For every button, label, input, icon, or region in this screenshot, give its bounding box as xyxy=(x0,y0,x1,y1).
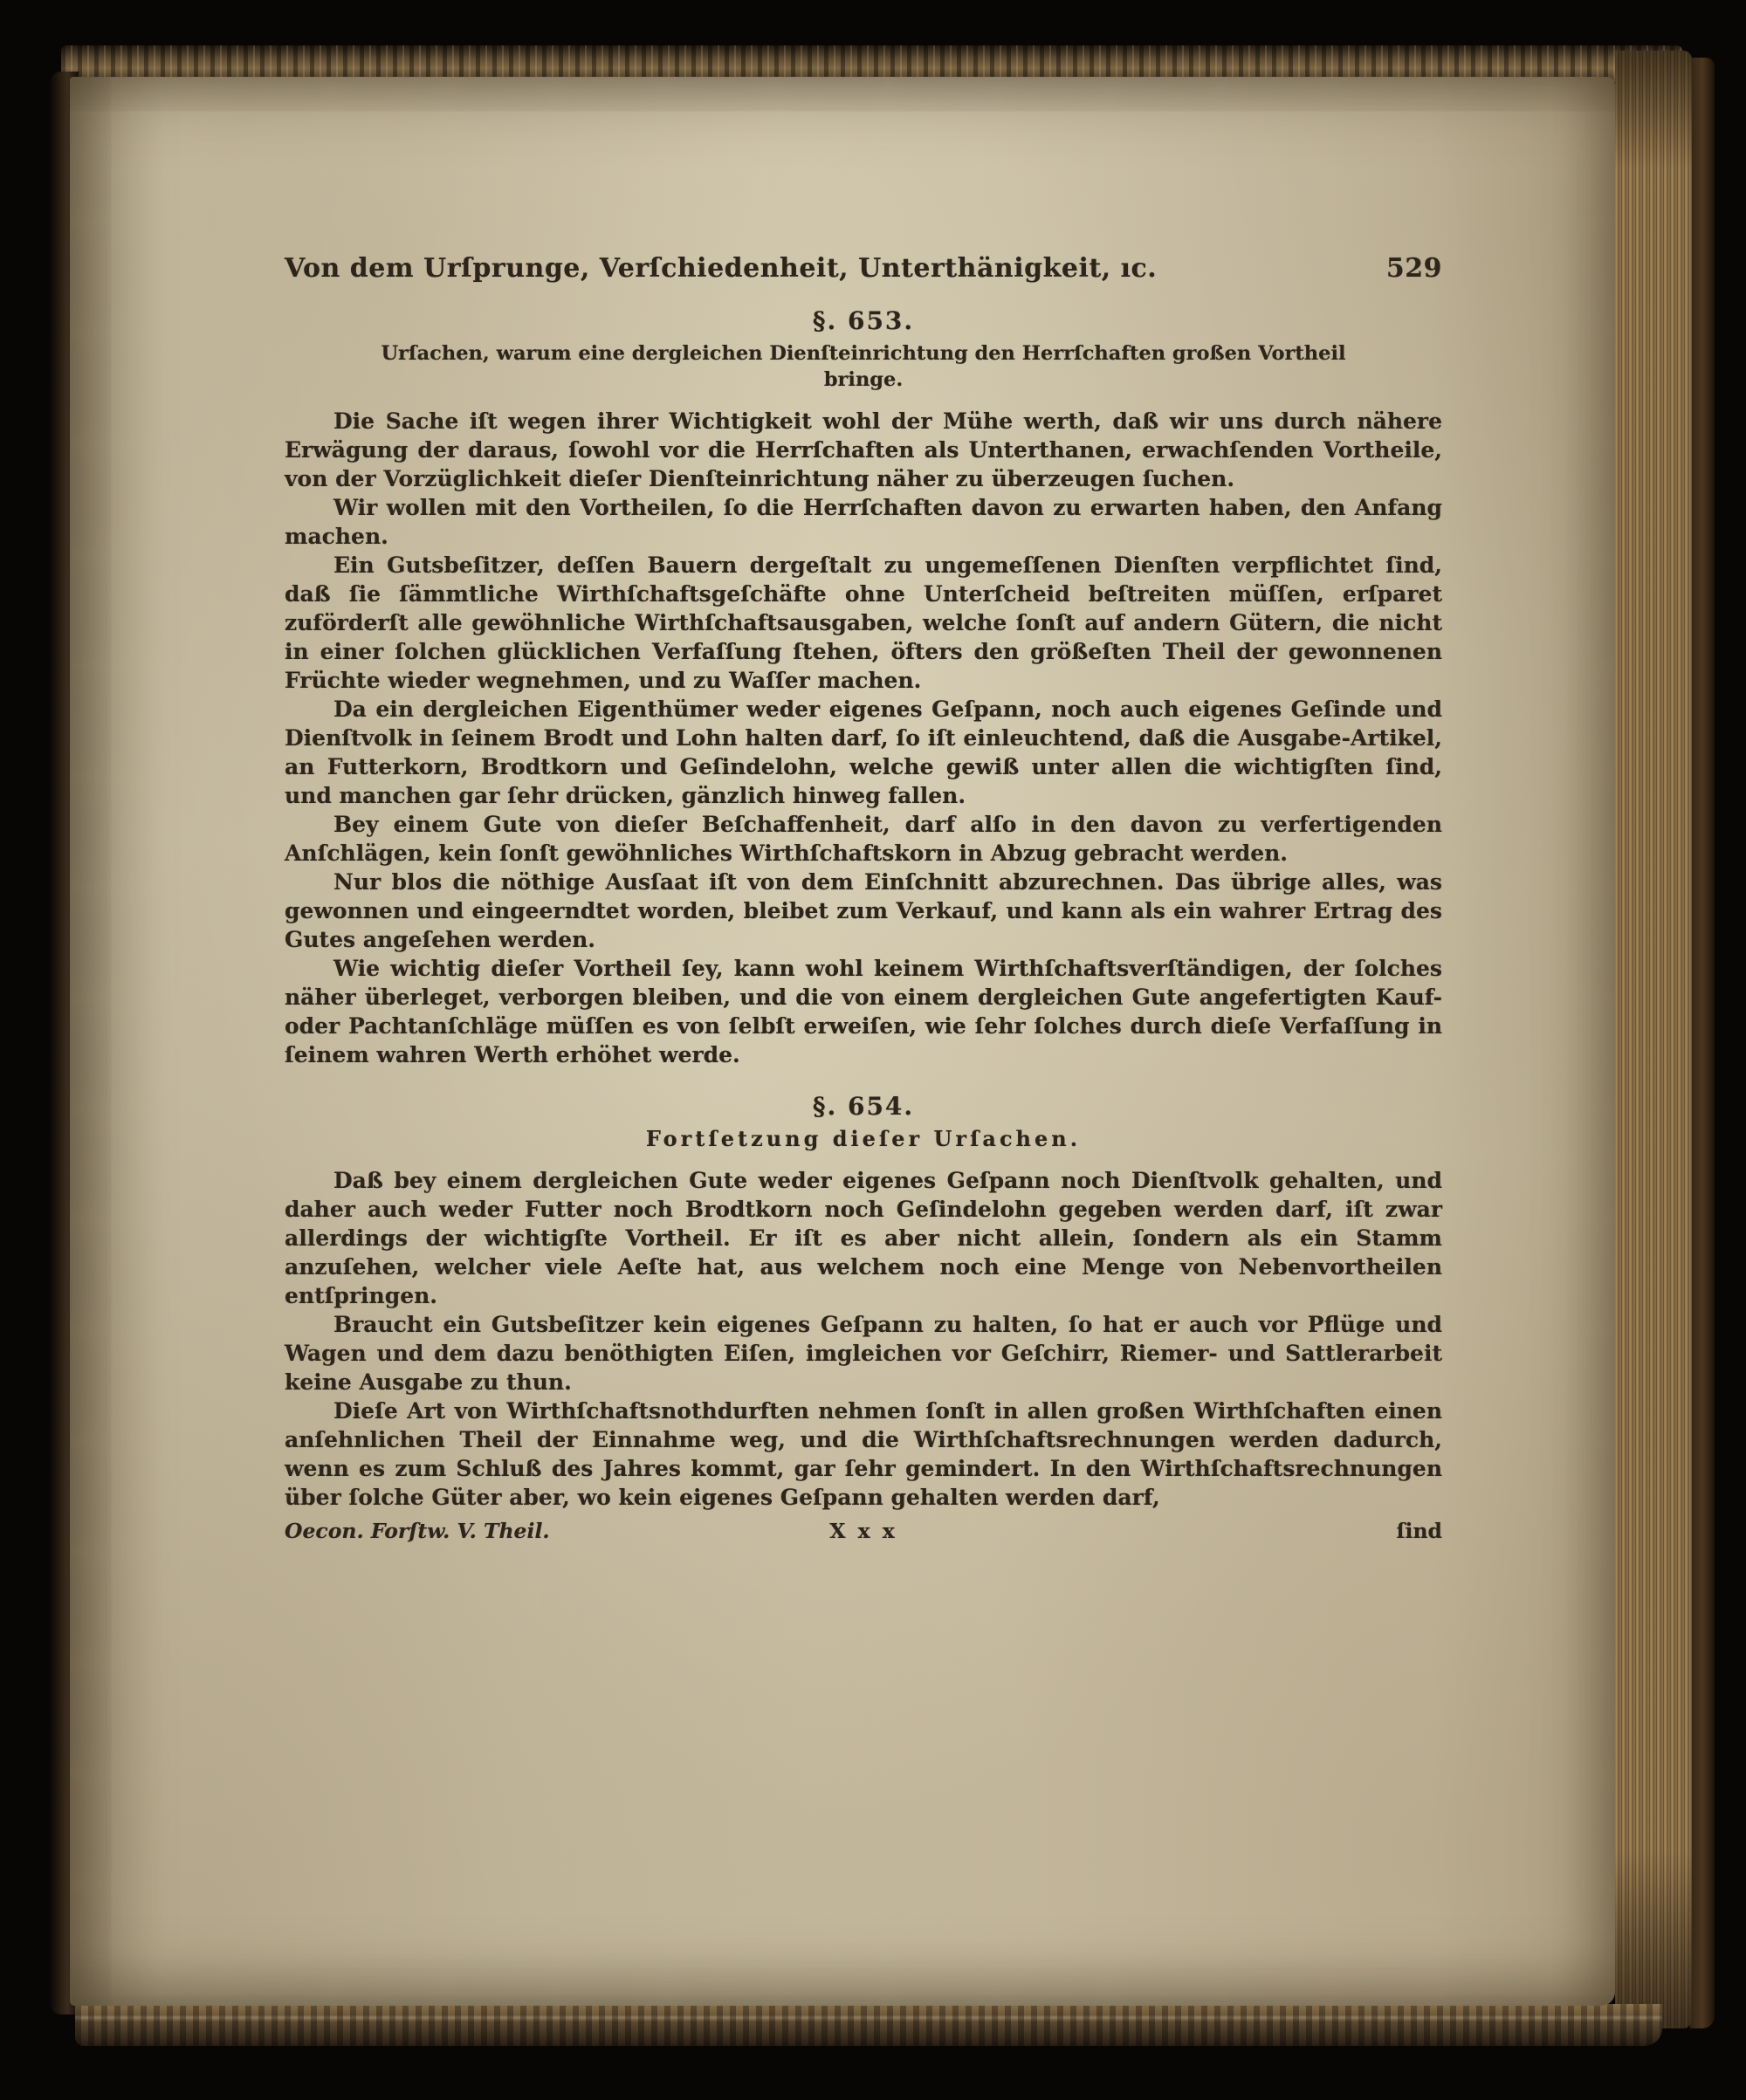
section-mark-654: §. 654. xyxy=(812,1092,915,1121)
book-page xyxy=(70,77,1615,2006)
catchword: ſind xyxy=(1396,1519,1442,1543)
section-heading-653: Urſachen, warum eine dergleichen Dienſteinrichtung den Herrſchaften großen Vortheil bringe. xyxy=(381,342,1346,391)
page-number: 529 xyxy=(1385,253,1442,284)
paragraph: Wir wollen mit den Vortheilen, ſo die Herrſchaften davon zu erwarten haben, den Anfang machen. xyxy=(285,495,1442,549)
running-header-title: Von dem Urſprunge, Verſchiedenheit, Unterthänigkeit, ıc. xyxy=(285,253,1158,284)
paragraph: Ein Gutsbeſitzer, deſſen Bauern dergeſtalt zu ungemeſſenen Dienſten verpflichtet ſind, daß ſie ſämmtliche Wirthſchaftsgeſchäfte ohne Unterſcheid beſtreiten müſſen, erſparet zuförderſt alle gewöhnliche Wirthſchaftsausgaben, welche ſonſt auf andern Gütern, die nicht in einer ſolchen glücklichen Verfaſſung ſtehen, öfters den größeſten Theil der gewonnenen Früchte wieder wegnehmen, und zu Waſſer machen. xyxy=(285,552,1442,693)
book-cover-edge xyxy=(1690,58,1715,2028)
paragraph: Nur blos die nöthige Ausſaat iſt von dem Einſchnitt abzurechnen. Das übrige alles, was gewonnen und eingeerndtet worden, bleibet zum Verkauf, und kann als ein wahrer Ertrag des Gutes angeſehen werden. xyxy=(285,869,1442,952)
running-header xyxy=(285,253,1442,284)
section-heading-654: Fortſetzung dieſer Urſachen. xyxy=(645,1126,1082,1151)
paragraph: Braucht ein Gutsbeſitzer kein eigenes Geſpann zu halten, ſo hat er auch vor Pflüge und Wagen und dem dazu benöthigten Eiſen, imgleichen vor Geſchirr, Riemer- und Sattlerarbeit keine Ausgabe zu thun. xyxy=(285,1312,1442,1395)
volume-signature: Oecon. Forſtw. V. Theil. xyxy=(285,1519,550,1543)
page-footer xyxy=(285,1519,1442,1543)
paragraph: Da ein dergleichen Eigenthümer weder eigenes Geſpann, noch auch eigenes Geſinde und Dienſtvolk in ſeinem Brodt und Lohn halten darf, ſo iſt einleuchtend, daß die Ausgabe-Artikel, an Futterkorn, Brodtkorn und Geſindelohn, welche gewiß unter allen die wichtigſten ſind, und manchen gar ſehr drücken, gänzlich hinweg fallen. xyxy=(285,697,1442,808)
paragraph: Wie wichtig dieſer Vortheil ſey, kann wohl keinem Wirthſchaftsverſtändigen, der ſolches näher überleget, verborgen bleiben, und die von einem dergleichen Gute angefertigten Kauf- oder Pachtanſchläge müſſen es von ſelbſt erweiſen, wie ſehr ſolches durch dieſe Verfaſſung in ſeinem wahren Werth erhöhet werde. xyxy=(285,956,1442,1067)
section-mark-653: §. 653. xyxy=(812,306,915,335)
paragraph: Bey einem Gute von dieſer Beſchaffenheit, darf alſo in den davon zu verfertigenden Anſchlägen, kein ſonſt gewöhnliches Wirthſchaftskorn in Abzug gebracht werden. xyxy=(285,812,1442,866)
gathering-signature: X x x xyxy=(829,1519,897,1543)
page-text-block xyxy=(285,253,1442,1543)
paragraph: Dieſe Art von Wirthſchaftsnothdurften nehmen ſonſt in allen großen Wirthſchaften einen anſehnlichen Theil der Einnahme weg, und die Wirthſchaftsrechnungen werden dadurch, wenn es zum Schluß des Jahres kommt, gar ſehr gemindert. In den Wirthſchaftsrechnungen über ſolche Güter aber, wo kein eigenes Geſpann gehalten werden darf, xyxy=(285,1398,1442,1510)
book-fore-edge-pages xyxy=(1615,51,1692,2028)
paragraph: Die Sache iſt wegen ihrer Wichtigkeit wohl der Mühe werth, daß wir uns durch nähere Erwägung der daraus, ſowohl vor die Herrſchaften als Unterthanen, erwachſenden Vortheile, von der Vorzüglichkeit dieſer Dienſteinrichtung näher zu überzeugen ſuchen. xyxy=(285,408,1442,491)
paragraph: Daß bey einem dergleichen Gute weder eigenes Geſpann noch Dienſtvolk gehalten, und daher auch weder Futter noch Brodtkorn noch Geſindelohn gegeben werden darf, iſt zwar allerdings der wichtigſte Vortheil. Er iſt es aber nicht allein, ſondern als ein Stamm anzuſehen, welcher viele Aeſte hat, aus welchem noch eine Menge von Nebenvortheilen entſpringen. xyxy=(285,1168,1442,1308)
book-bottom-page-edges xyxy=(75,2004,1662,2046)
